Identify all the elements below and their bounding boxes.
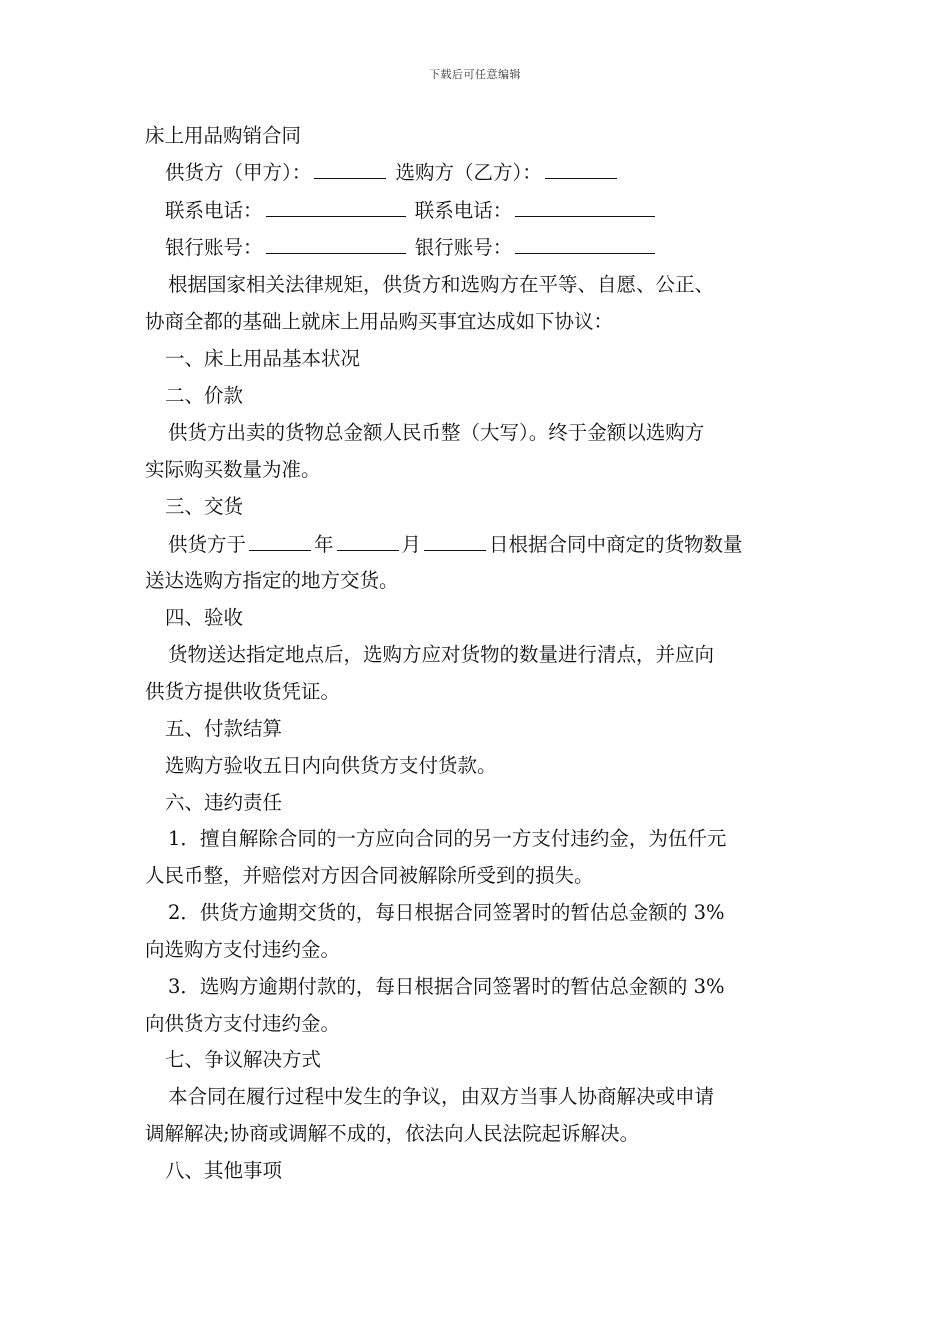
liability-item-1-cont: 人民币整，并赔偿对方因合同被解除所受到的损失。	[145, 864, 594, 887]
section-heading-8: 八、其他事项	[165, 1159, 283, 1182]
section-heading-5: 五、付款结算	[165, 717, 283, 740]
liability-item-3-cont: 向供货方支付违约金。	[145, 1012, 341, 1035]
month-label: 月	[401, 533, 422, 556]
delivery-paragraph-cont: 送达选购方指定的地方交货。	[145, 569, 399, 592]
section-heading-1: 一、床上用品基本状况	[165, 347, 361, 370]
month-blank	[337, 532, 399, 551]
section-heading-7: 七、争议解决方式	[165, 1048, 322, 1071]
intro-paragraph-cont: 协商全都的基础上就床上用品购买事宜达成如下协议：	[145, 310, 614, 333]
inspection-paragraph-cont: 供货方提供收货凭证。	[145, 680, 341, 703]
liability-item-2: 2．供货方逾期交货的，每日根据合同签署时的暂估总金额的 3%	[168, 901, 725, 924]
section-heading-6: 六、违约责任	[165, 791, 283, 814]
inspection-paragraph: 货物送达指定地点后，选购方应对货物的数量进行清点，并应向	[168, 643, 715, 666]
buyer-blank	[545, 160, 617, 179]
page-header: 下载后可任意编辑	[429, 68, 521, 81]
delivery-paragraph	[168, 532, 838, 557]
delivery-prefix: 供货方于	[168, 533, 247, 556]
liability-item-3: 3．选购方逾期付款的，每日根据合同签署时的暂估总金额的 3%	[168, 975, 725, 998]
supplier-label: 供货方（甲方）：	[165, 161, 312, 184]
supplier-blank	[314, 160, 386, 179]
party-line	[165, 160, 835, 185]
year-blank	[249, 532, 311, 551]
price-paragraph-cont: 实际购买数量为准。	[145, 458, 321, 481]
delivery-suffix: 日根据合同中商定的货物数量	[489, 533, 743, 556]
payment-paragraph: 选购方验收五日内向供货方支付货款。	[165, 754, 497, 777]
section-heading-4: 四、验收	[165, 606, 244, 629]
buyer-phone-blank	[515, 198, 655, 217]
dispute-paragraph: 本合同在履行过程中发生的争议，由双方当事人协商解决或申请	[168, 1085, 715, 1108]
year-label: 年	[314, 533, 334, 556]
liability-item-1: 1．擅自解除合同的一方应向合同的另一方支付违约金，为伍仟元	[168, 827, 727, 850]
contract-title: 床上用品购销合同	[145, 124, 302, 147]
price-paragraph: 供货方出卖的货物总金额人民币整（大写）。终于金额以选购方	[168, 421, 705, 444]
day-blank	[424, 532, 486, 551]
liability-item-2-cont: 向选购方支付违约金。	[145, 938, 341, 961]
supplier-bank-label: 银行账号：	[165, 236, 263, 259]
intro-paragraph: 根据国家相关法律规矩，供货方和选购方在平等、自愿、公正、	[168, 273, 715, 296]
section-heading-2: 二、价款	[165, 384, 244, 407]
buyer-bank-blank	[515, 235, 655, 254]
buyer-phone-label: 联系电话：	[414, 199, 513, 222]
supplier-bank-blank	[266, 235, 406, 254]
bank-line	[165, 235, 835, 260]
buyer-label: 选购方（乙方）：	[395, 161, 542, 184]
buyer-bank-label: 银行账号：	[414, 236, 513, 259]
phone-line	[165, 198, 835, 223]
dispute-paragraph-cont: 调解解决;协商或调解不成的，依法向人民法院起诉解决。	[145, 1122, 640, 1145]
supplier-phone-blank	[266, 198, 406, 217]
section-heading-3: 三、交货	[165, 495, 244, 518]
supplier-phone-label: 联系电话：	[165, 199, 263, 222]
